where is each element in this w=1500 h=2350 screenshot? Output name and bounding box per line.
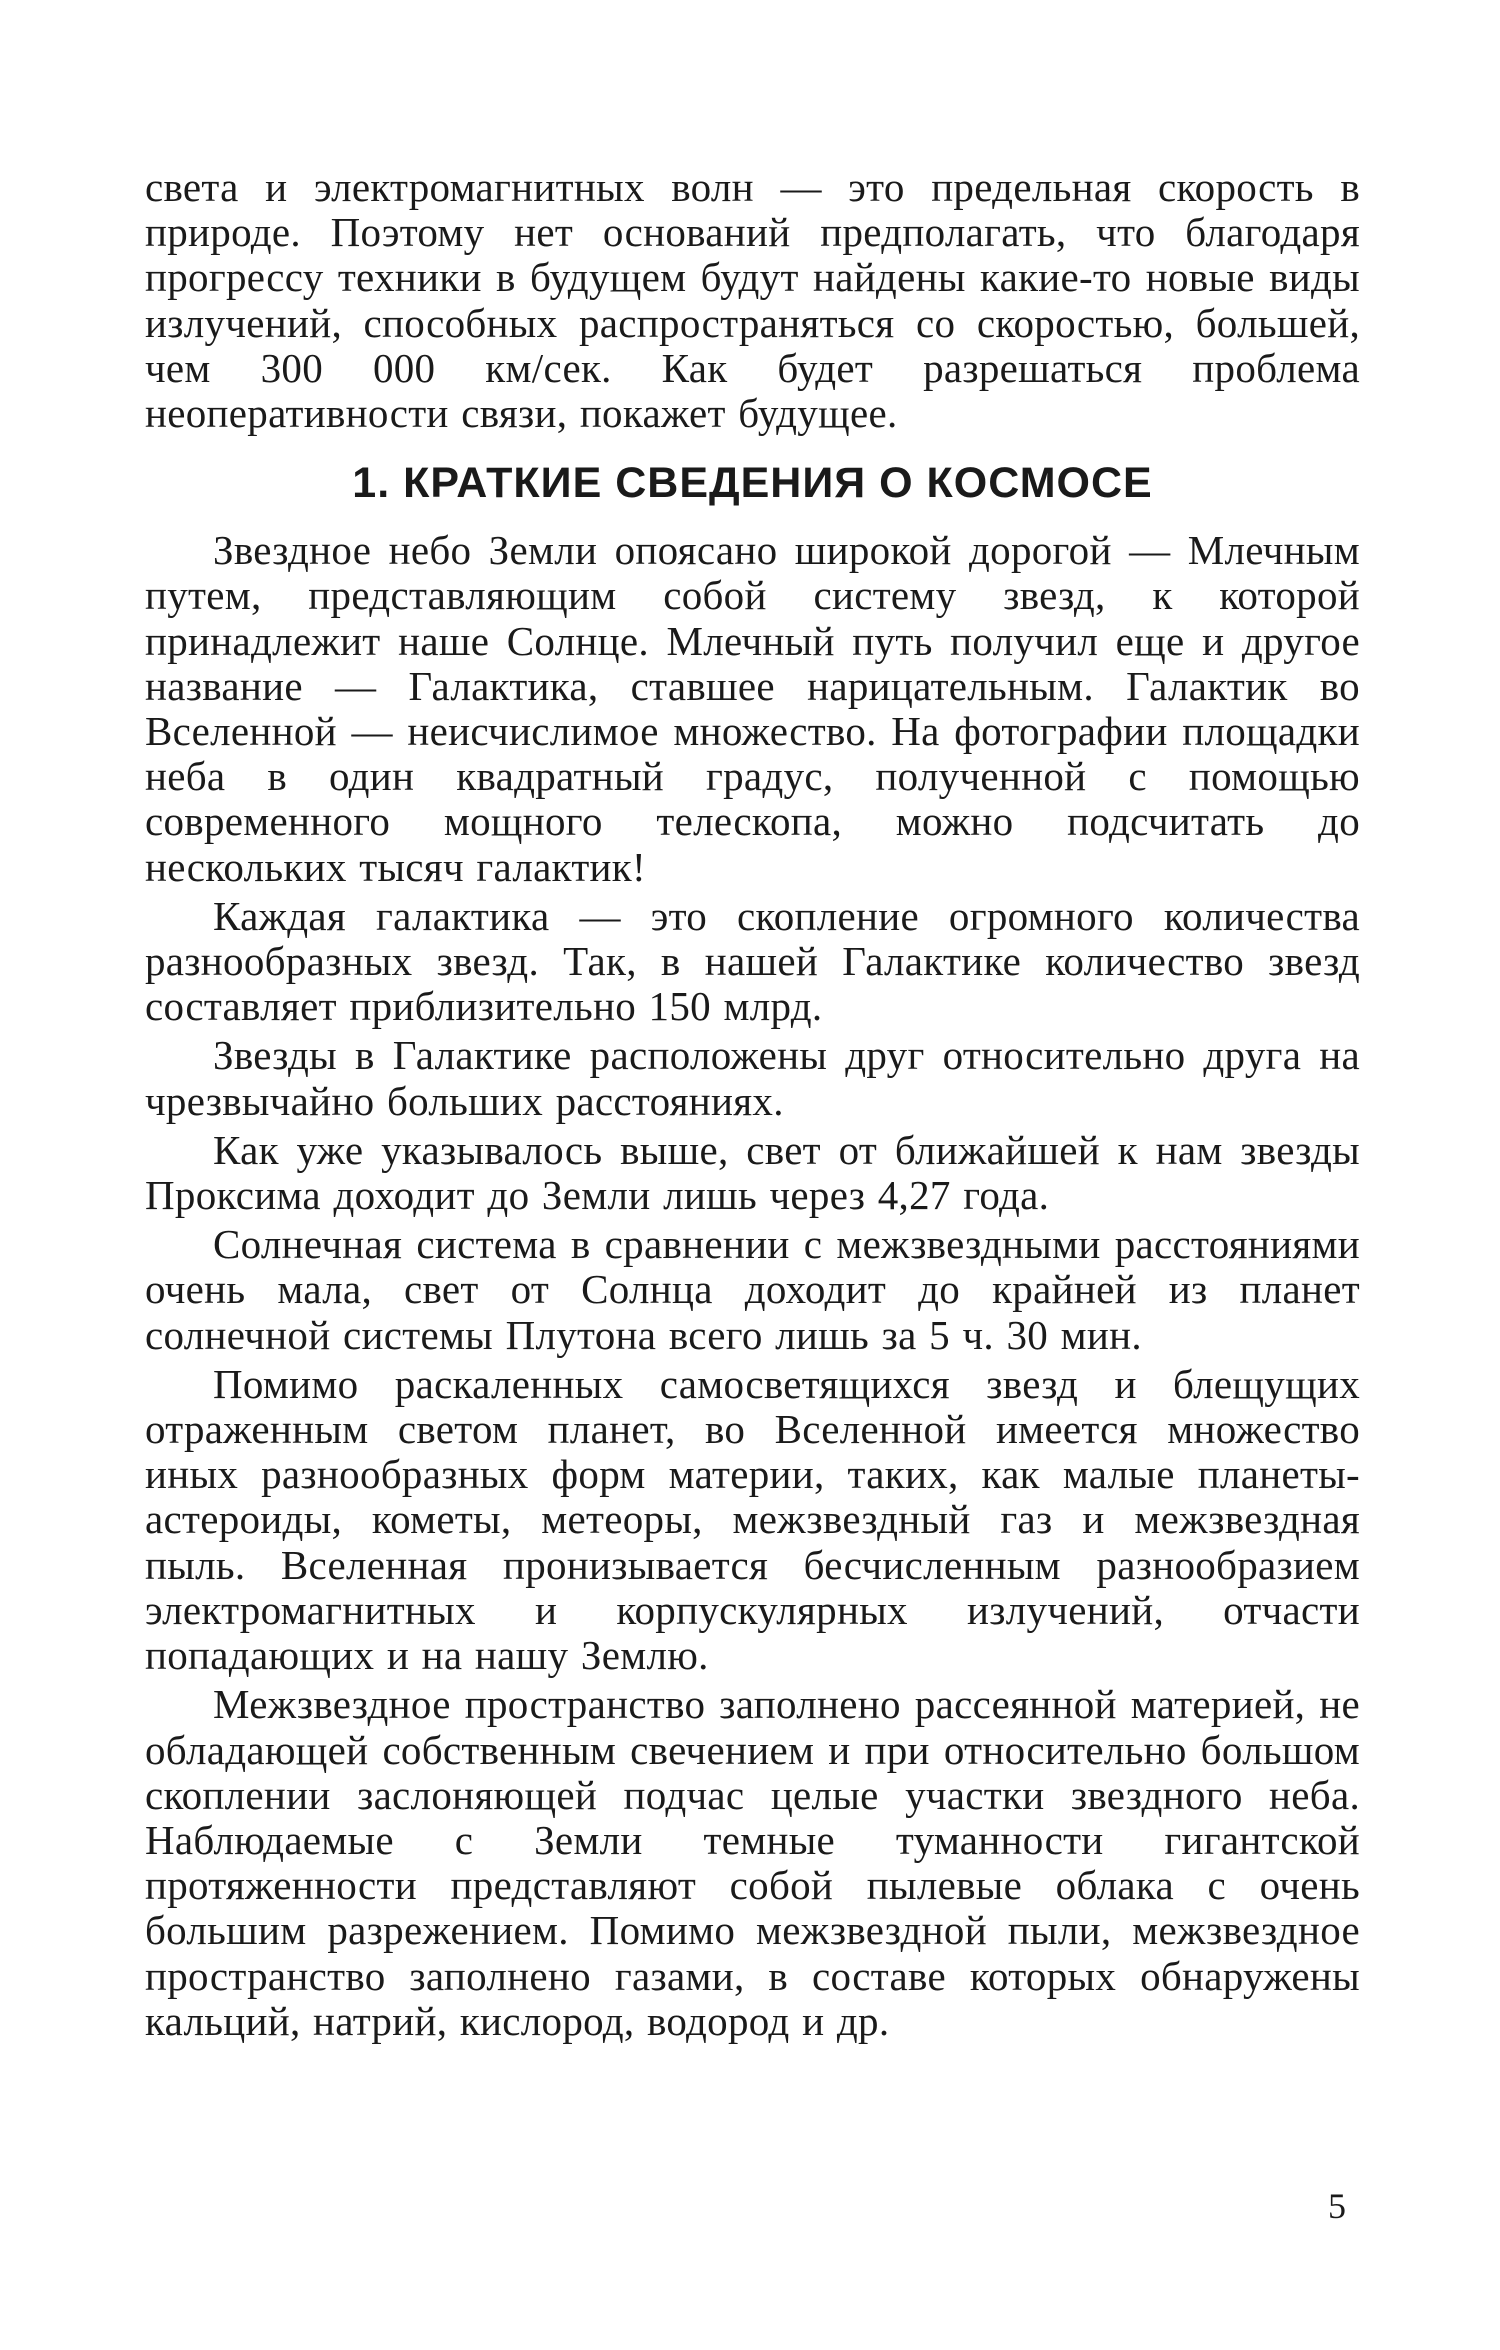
paragraph-galaxy-stars: Каждая галактика — это скопление огромного количества разнообразных звезд. Так, в нашей Галактике количество звезд составляет приблизительно 150 млрд.	[145, 892, 1360, 1030]
paragraph-proxima: Как уже указывалось выше, свет от ближайшей к нам звезды Проксима доходит до Земли лишь через 4,27 года.	[145, 1126, 1360, 1219]
paragraph-milky-way: Звездное небо Земли опоясано широкой дорогой — Млечным путем, представляющим собой систему звезд, к которой принадлежит наше Солнце. Млечный путь получил еще и другое название — Галактика, ставшее нарицательным. Галактик во Вселенной — неисчислимое множество. На фотографии площадки неба в один квадратный градус, полученной с помощью современного мощного телескопа, можно подсчитать до нескольких тысяч галактик!	[145, 527, 1360, 890]
intro-paragraph: света и электромагнитных волн — это предельная скорость в природе. Поэтому нет оснований предполагать, что благодаря прогрессу техники в будущем будут найдены какие-то новые виды излучений, способных распространяться со скоростью, большей, чем 300 000 км/сек. Как будет разрешаться проблема неоперативности связи, покажет будущее.	[145, 164, 1360, 437]
section-heading: 1. КРАТКИЕ СВЕДЕНИЯ О КОСМОСЕ	[352, 459, 1153, 508]
paragraph-matter-forms: Помимо раскаленных самосветящихся звезд и блещущих отраженным светом планет, во Вселенной имеется множество иных разнообразных форм материи, таких, как малые планеты-астероиды, кометы, метеоры, межзвездный газ и межзвездная пыль. Вселенная пронизывается бесчисленным разнообразием электромагнитных и корпускулярных излучений, отчасти попадающих и на нашу Землю.	[145, 1360, 1360, 1679]
paragraph-star-distances: Звезды в Галактике расположены друг относительно друга на чрезвычайно больших расстояниях.	[145, 1032, 1360, 1124]
paragraph-solar-system: Солнечная система в сравнении с межзвездными расстояниями очень мала, свет от Солнца доходит до крайней из планет солнечной системы Плутона всего лишь за 5 ч. 30 мин.	[145, 1221, 1360, 1358]
paragraph-interstellar-space: Межзвездное пространство заполнено рассеянной материей, не обладающей собственным свечением и при относительно большом скоплении заслоняющей подчас целые участки звездного неба. Наблюдаемые с Земли темные туманности гигантской протяженности представляют собой пылевые облака с очень большим разрежением. Помимо межзвездной пыли, межзвездное пространство заполнено газами, в составе которых обнаружены кальций, натрий, кислород, водород и др.	[145, 1681, 1360, 2044]
page-body	[145, 165, 1360, 2044]
page-number: 5	[1328, 2186, 1346, 2226]
